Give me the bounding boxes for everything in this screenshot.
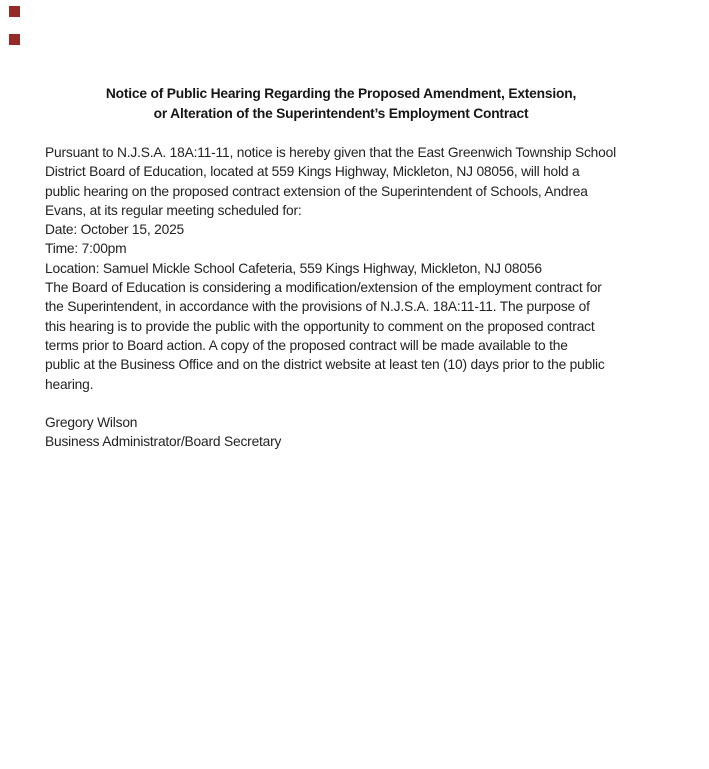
- notice-body-line: Pursuant to N.J.S.A. 18A:11-11, notice is hereby given that the East Greenwich Township School: [45, 145, 616, 160]
- signature-line: Business Administrator/Board Secretary: [45, 434, 282, 450]
- notice-body-line: public at the Business Office and on the district website at least ten (10) days prior to the public: [45, 357, 605, 373]
- signature-block: [45, 413, 695, 452]
- notice-body-line: Date: October 15, 2025: [45, 222, 185, 238]
- notice-body-line: this hearing is to provide the public with the opportunity to comment on the proposed contract: [45, 318, 595, 334]
- notice-title-line: Notice of Public Hearing Regarding the Proposed Amendment, Extension,: [105, 86, 577, 101]
- red-square-marker-top: [9, 6, 20, 17]
- notice-body-line: the Superintendent, in accordance with the provisions of N.J.S.A. 18A:11-11. The purpose of: [45, 299, 590, 315]
- notice-body-line: Location: Samuel Mickle School Cafeteria, 559 Kings Highway, Mickleton, NJ 08056: [45, 260, 542, 276]
- notice-body-line: Evans, at its regular meeting scheduled for:: [45, 202, 302, 218]
- signature-line: Gregory Wilson: [45, 415, 138, 430]
- notice-body-line: District Board of Education, located at 559 Kings Highway, Mickleton, NJ 08056, will hold a: [45, 164, 580, 180]
- notice-title-line: or Alteration of the Superintendent’s Employment Contract: [153, 105, 529, 121]
- notice-body-line: Time: 7:00pm: [45, 241, 127, 257]
- notice-title: [45, 84, 637, 123]
- notice-body-line: terms prior to Board action. A copy of the proposed contract will be made available to the: [45, 337, 568, 353]
- notice-body-line: hearing.: [45, 376, 94, 392]
- notice-body-line: public hearing on the proposed contract extension of the Superintendent of Schools, Andrea: [45, 183, 588, 199]
- notice-body-line: The Board of Education is considering a modification/extension of the employment contract for: [45, 280, 602, 296]
- notice-body-text: [45, 143, 695, 394]
- red-square-marker-bottom: [9, 34, 20, 45]
